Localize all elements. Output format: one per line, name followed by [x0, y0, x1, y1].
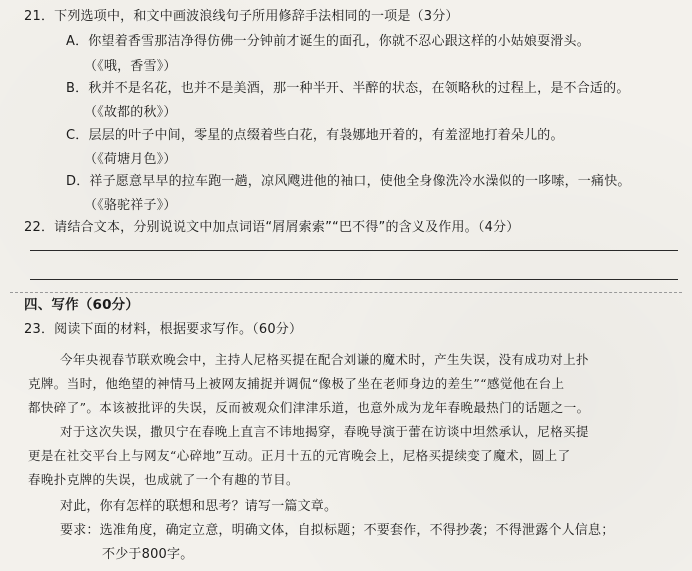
section-divider — [10, 292, 682, 293]
q23-prompt: 对此，你有怎样的联想和思考？请写一篇文章。 — [60, 499, 338, 514]
q21-option-b: B．秋并不是名花，也并不是美酒，那一种半开、半醉的状态，在领略秋的过程上，是不合适的。 — [66, 81, 630, 96]
answer-line-1 — [30, 250, 678, 251]
material-line-2: 克牌。当时，他绝望的神情马上被网友捕捉并调侃“像极了坐在老师身边的差生”“感觉他在台上 — [28, 376, 565, 391]
material-line-6: 春晚扑克牌的失误，也成就了一个有趣的节目。 — [28, 472, 299, 487]
section-heading-writing: 四、写作（60分） — [24, 297, 140, 313]
answer-line-2 — [30, 279, 678, 280]
material-line-5: 更是在社交平台上与网友“心碎地”互动。正月十五的元宵晚会上，尼格买提续变了魔术，圆上了 — [28, 448, 571, 463]
material-line-1: 今年央视春节联欢晚会中，主持人尼格买提在配合刘谦的魔术时，产生失误，没有成功对上扑 — [60, 352, 589, 367]
q21-option-a-source: （《哦，香雪》） — [84, 59, 177, 74]
q21-stem: 21．下列选项中，和文中画波浪线句子所用修辞手法相同的一项是（3分） — [24, 9, 459, 24]
q21-option-a: A．你望着香雪那洁净得仿佛一分钟前才诞生的面孔，你就不忍心跟这样的小姑娘耍滑头。 — [66, 34, 590, 49]
q21-option-b-source: （《故都的秋》） — [84, 105, 177, 120]
material-line-4: 对于这次失误，撒贝宁在春晚上直言不讳地揭穿，春晚导演于蕾在访谈中坦然承认，尼格买提 — [60, 424, 589, 439]
q22-stem: 22．请结合文本，分别说说文中加点词语“屑屑索索”“巴不得”的含义及作用。（4分） — [24, 220, 520, 235]
q23-requirements-line-1: 要求：选准角度，确定立意，明确文体，自拟标题；不要套作，不得抄袭；不得泄露个人信息； — [60, 523, 615, 538]
q21-option-d-source: （《骆驼祥子》） — [84, 198, 177, 213]
q21-option-d: D．祥子愿意早早的拉车跑一趟，凉风飕进他的袖口，使他全身像洗冷水澡似的一哆嗦，一痛快。 — [66, 174, 631, 189]
q23-requirements-line-2: 不少于800字。 — [102, 547, 194, 562]
q23-stem: 23．阅读下面的材料，根据要求写作。（60分） — [24, 322, 303, 337]
material-line-3: 都快碎了”。本该被批评的失误，反而被观众们津津乐道，也意外成为龙年春晚最热门的话题之一。 — [28, 400, 590, 415]
q21-option-c: C．层层的叶子中间，零星的点缀着些白花，有袅娜地开着的，有羞涩地打着朵儿的。 — [66, 128, 564, 143]
q21-option-c-source: （《荷塘月色》） — [84, 152, 177, 167]
